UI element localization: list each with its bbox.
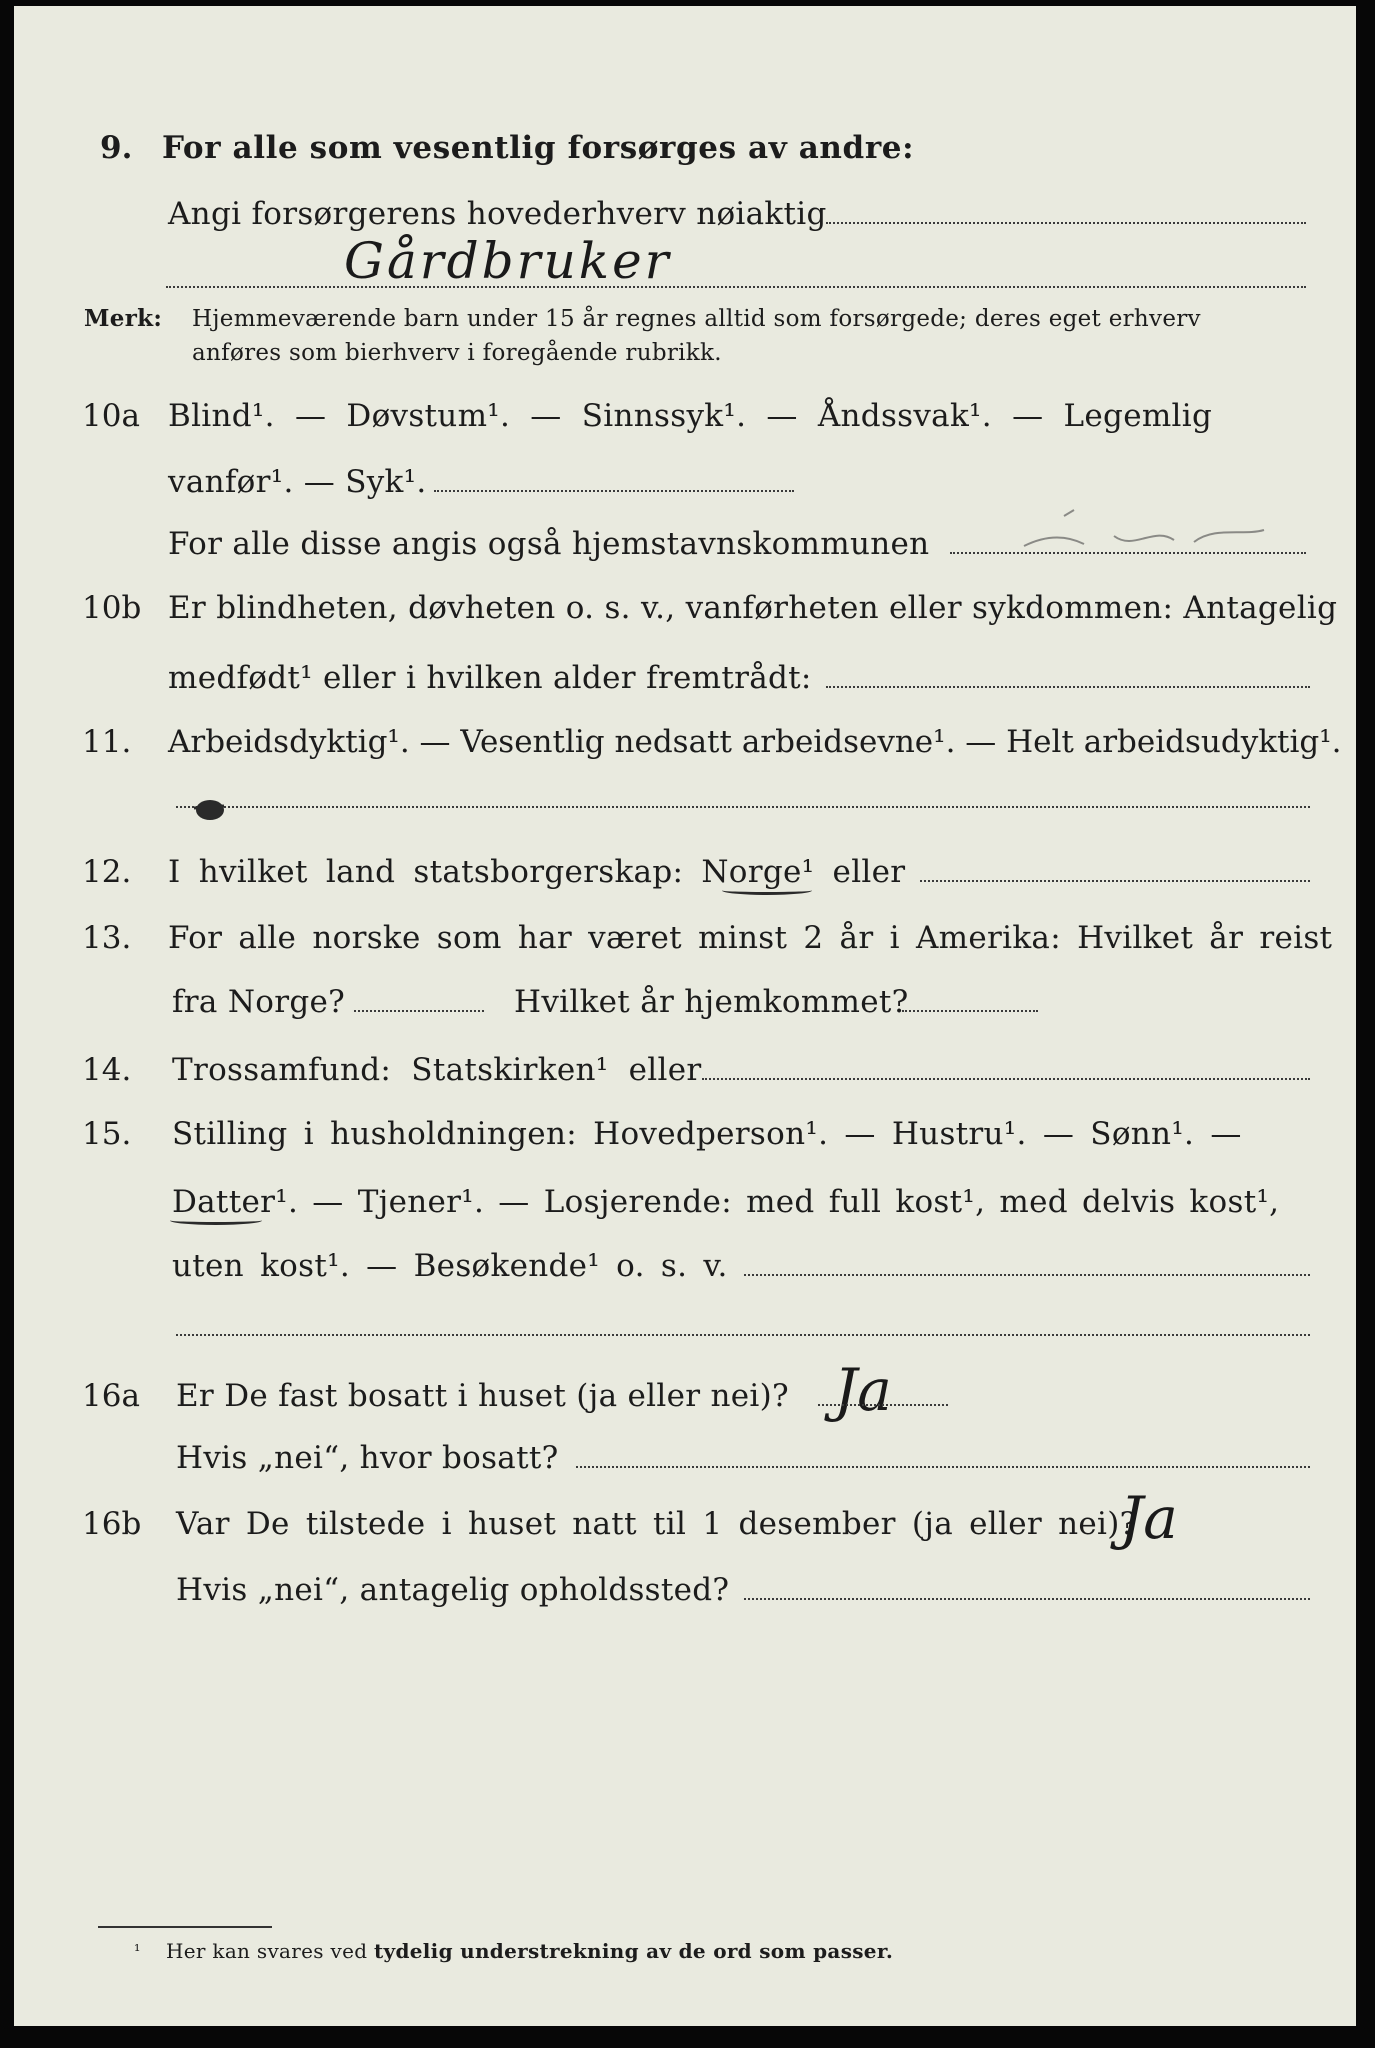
q9-number: 9. [100, 130, 133, 166]
footnote-text-plain: Her kan svares ved [166, 1939, 368, 1963]
q16b-line-1: Var De tilstede i huset natt til 1 desember (ja eller nei)? [176, 1506, 1137, 1542]
q10b-line-2: medfødt¹ eller i hvilken alder fremtrådt: [168, 660, 812, 696]
q9-prompt: Angi forsørgerens hovederhverv nøiaktig [168, 196, 827, 232]
scribble-mark [1004, 506, 1284, 566]
datter-underline [170, 1216, 262, 1225]
footnote-mark: ¹ [134, 1941, 141, 1960]
q10a-sick-line [434, 490, 794, 492]
merk-line-2: anføres som bierhverv i foregående rubrikk. [192, 340, 722, 366]
q10b-line-1: Er blindheten, døvheten o. s. v., vanførheten eller sykdommen: Antagelig [168, 590, 1338, 626]
q9-answer-line-1 [826, 222, 1306, 224]
q16a-line-2: Hvis „nei“, hvor bosatt? [176, 1440, 559, 1476]
q15-line-1: Stilling i husholdningen: Hovedperson¹. — Hustru¹. — Sønn¹. — [172, 1116, 1242, 1152]
q15-line-3: uten kost¹. — Besøkende¹ o. s. v. [172, 1248, 728, 1284]
footnote-text-bold: tydelig understrekning av de ord som passer. [374, 1939, 894, 1963]
q14-number: 14. [82, 1052, 132, 1088]
q12-number: 12. [82, 854, 132, 890]
footnote-text [166, 1936, 893, 1966]
q16b-number: 16b [82, 1506, 142, 1542]
q10b-answer-line [826, 686, 1310, 688]
q11-answer-line [176, 806, 1310, 808]
q10a-line-1: Blind¹. — Døvstum¹. — Sinnssyk¹. — Åndssvak¹. — Legemlig [168, 398, 1213, 434]
ink-blot-mark [184, 790, 234, 830]
q16a-answer-line [818, 1404, 948, 1406]
q10a-line-2: vanfør¹. — Syk¹. [168, 464, 427, 500]
q15-number: 15. [82, 1116, 132, 1152]
q13-line-2a: fra Norge? [172, 984, 346, 1020]
norge-underline [722, 886, 812, 895]
q11-number: 11. [82, 724, 132, 760]
q12-line-1: I hvilket land statsborgerskap: Norge¹ eller [168, 854, 906, 890]
footnote-rule [98, 1926, 272, 1928]
q16a-handwritten-answer: Ja [834, 1356, 892, 1424]
q15-line-2: Datter¹. — Tjener¹. — Losjerende: med full kost¹, med delvis kost¹, [172, 1184, 1280, 1220]
q10b-number: 10b [82, 590, 142, 626]
q16a-residence-line [576, 1466, 1310, 1468]
merk-label: Merk: [84, 305, 163, 332]
q9-answer-line-2 [166, 286, 1306, 288]
q15-answer-line-2 [176, 1334, 1310, 1336]
q16b-location-line [744, 1598, 1310, 1600]
q16a-number: 16a [82, 1378, 140, 1414]
q14-answer-line [702, 1078, 1310, 1080]
q13-line-2b: Hvilket år hjemkommet? [514, 984, 909, 1020]
q9-handwritten-answer: Gårdbruker [344, 232, 672, 290]
merk-line-1: Hjemmeværende barn under 15 år regnes alltid som forsørgede; deres eget erhverv [192, 306, 1201, 332]
q16b-line-2: Hvis „nei“, antagelig opholdssted? [176, 1572, 730, 1608]
q13-number: 13. [82, 920, 132, 956]
q14-line-1: Trossamfund: Statskirken¹ eller [172, 1052, 702, 1088]
q11-line-1: Arbeidsdyktig¹. — Vesentlig nedsatt arbeidsevne¹. — Helt arbeidsudyktig¹. [168, 724, 1342, 760]
q12-answer-line [920, 880, 1310, 882]
q13-line-1: For alle norske som har været minst 2 år i Amerika: Hvilket år reist [168, 920, 1333, 956]
q10a-line-3: For alle disse angis også hjemstavnskommunen [168, 526, 930, 562]
q16a-line-1: Er De fast bosatt i huset (ja eller nei)? [176, 1378, 789, 1414]
census-form-page [14, 6, 1356, 2026]
q13-departure-line [354, 1010, 484, 1012]
q13-return-line [902, 1010, 1038, 1012]
q9-title: For alle som vesentlig forsørges av andre: [162, 130, 915, 166]
q10a-number: 10a [82, 398, 140, 434]
q16b-handwritten-answer: Ja [1120, 1484, 1178, 1552]
q15-answer-line-1 [744, 1274, 1310, 1276]
